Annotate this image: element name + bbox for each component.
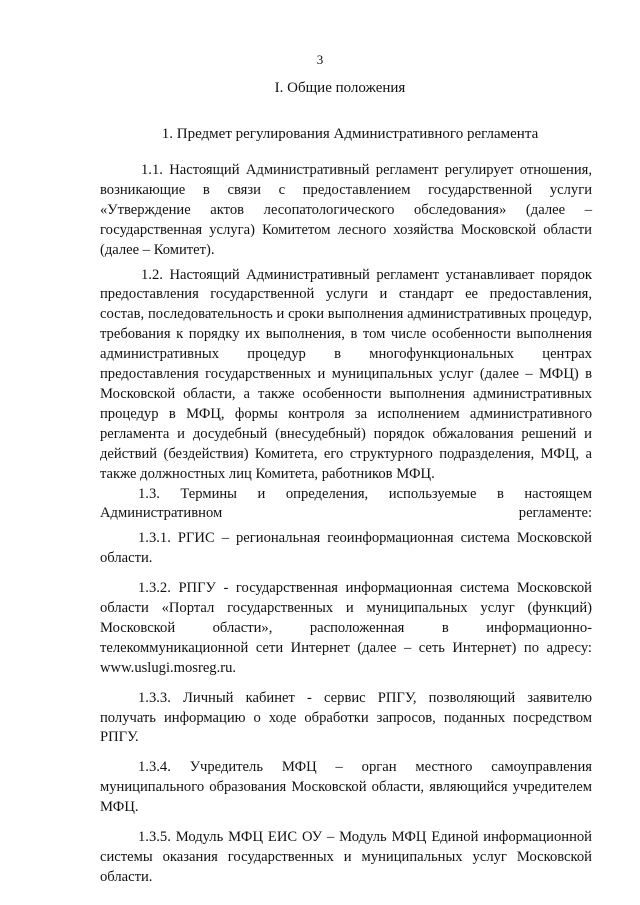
paragraph-1-3: 1.3. Термины и определения, используемые в настоящем Административном регламенте: bbox=[100, 485, 592, 522]
paragraph-1-3-4: 1.3.4. Учредитель МФЦ – орган местного самоуправления муниципального образования Московской области, являющийся учредителем МФЦ. bbox=[100, 759, 592, 816]
paragraph-1-2: 1.2. Настоящий Административный регламент устанавливает порядок предоставления государственной услуги и стандарт ее предоставления, состав, последовательность и сроки выполнения административных процедур, требования к порядку их выполнения, в том числе особенности выполнения административных процедур в многофункциональных центрах предоставления государственных и муниципальных услуг (далее – МФЦ) в Московской области, а также особенности выполнения административных процедур в МФЦ, формы контроля за исполнением административного регламента и досудебный (внесудебный) порядок обжалования решений и действий (бездействия) Комитета, его структурного подразделения, МФЦ, а также должностных лиц Комитета, работников МФЦ. bbox=[100, 266, 592, 482]
page-number: 3 bbox=[316, 52, 324, 67]
paragraph-1-3-5: 1.3.5. Модуль МФЦ ЕИС ОУ – Модуль МФЦ Единой информационной системы оказания государственных и муниципальных услуг Московской области. bbox=[100, 829, 592, 885]
document-body bbox=[100, 161, 592, 888]
section-title: I. Общие положения bbox=[274, 80, 406, 96]
paragraph-1-3-3: 1.3.3. Личный кабинет - сервис РПГУ, позволяющий заявителю получать информацию о ходе обработки запросов, поданных посредством РПГУ. bbox=[100, 689, 592, 746]
paragraph-1-3-1: 1.3.1. РГИС – региональная геоинформационная система Московской области. bbox=[100, 530, 592, 567]
paragraph-1-3-2: 1.3.2. РПГУ - государственная информационная система Московской области «Портал государственных и муниципальных услуг (функций) Московской области», расположенная в информационно-телекоммуникационной сети Интернет (далее – сеть Интернет) по адресу: www.uslugi.mosreg.ru. bbox=[100, 580, 592, 676]
subsection-title: 1. Предмет регулирования Административного регламента bbox=[161, 126, 539, 142]
paragraph-1-1: 1.1. Настоящий Административный регламент регулирует отношения, возникающие в связи с предоставлением государственной услуги «Утверждение актов лесопатологического обследования» (далее – государственная услуга) Комитетом лесного хозяйства Московской области (далее – Комитет). bbox=[100, 162, 592, 258]
